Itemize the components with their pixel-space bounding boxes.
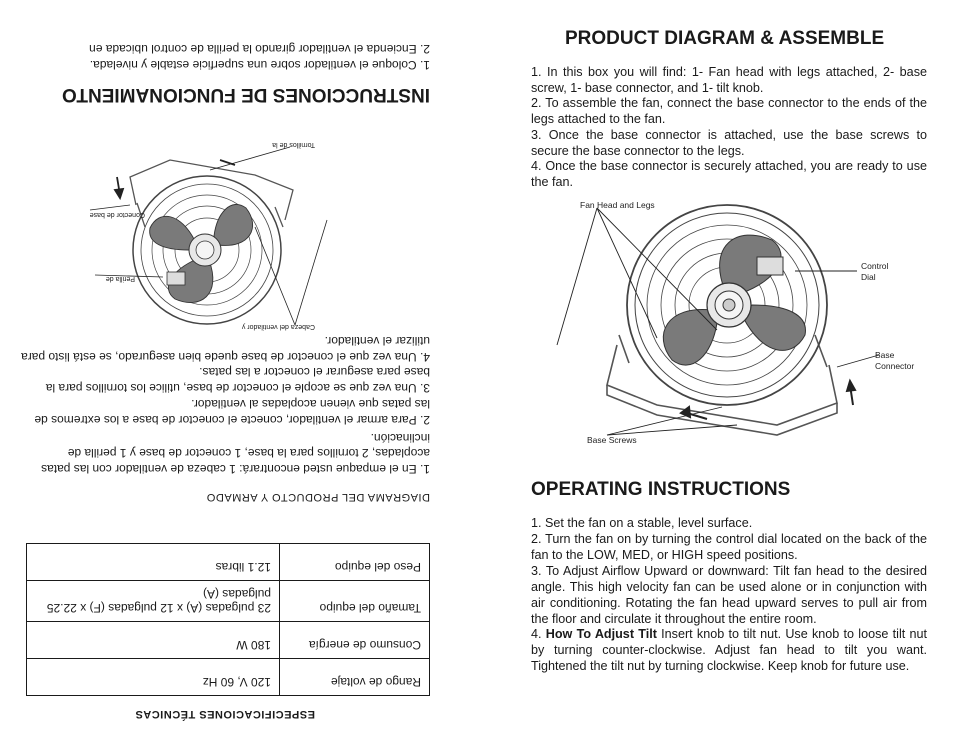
base-connector-label-2: Connector	[875, 361, 915, 371]
table-row	[27, 544, 430, 581]
connector-label-es: Conector de base	[89, 211, 145, 218]
operating-step-4	[531, 626, 927, 674]
operating-step-4-prefix: 4.	[531, 627, 546, 641]
spanish-page	[20, 20, 430, 720]
screws-label-es: Tornillos de la	[272, 141, 315, 148]
specs-table	[26, 543, 430, 696]
base-connector-label-1: Base	[875, 350, 895, 360]
operating-step-4-heading: How To Adjust Tilt	[545, 627, 657, 641]
spec-label: Peso del equipo	[280, 544, 430, 581]
base-screws-label: Base Screws	[587, 435, 637, 445]
product-step-2: 2. To assemble the fan, connect the base connector to the ends of the legs attached to the fan.	[531, 96, 927, 126]
control-dial-label-2: Dial	[861, 272, 876, 282]
operating-step-1: 1. Set the fan on a stable, level surface.	[531, 516, 753, 530]
assembly-step-1-es: 1. En el empaque usted encontrará: 1 cabeza de ventilador con las patas acopladas, 2 tornillos para la base, 1 conector de base y 1 perilla de inclinación.	[41, 431, 430, 476]
english-page	[527, 0, 927, 738]
spec-label: Consumo de energía	[280, 622, 430, 659]
control-dial-label-1: Control	[861, 261, 889, 271]
fan-diagram-es	[75, 140, 335, 335]
fan-diagram	[547, 195, 927, 450]
product-step-4: 4. Once the base connector is securely attached, you are ready to use the fan.	[531, 159, 927, 189]
operating-instructions-title: OPERATING INSTRUCTIONS	[531, 479, 791, 500]
spec-value: 120 V, 60 Hz	[27, 659, 280, 696]
operating-step-2-es: 2. Encienda el ventilador girando la perilla de control ubicada en	[89, 42, 430, 56]
operating-step-1-es: 1. Coloque el ventilador sobre una superficie estable y nivelada.	[89, 58, 430, 72]
spec-value: 12.1 libras	[27, 544, 280, 581]
operating-step-3: 3. To Adjust Airflow Upward or downward: Tilt fan head to the desired angle. This high velocity fan can be used alone or in conjunction with air conditioning. Rotating the fan head upward serves to pull air from the floor and circulate it throughout the entire room.	[531, 564, 927, 626]
spec-label: Tamaño del equipo	[280, 581, 430, 622]
operating-title-es: INSTRUCCIONES DE FUNCIONAMIENTO	[61, 84, 430, 105]
table-row	[27, 581, 430, 622]
table-row	[27, 659, 430, 696]
product-step-1: 1. In this box you will find: 1- Fan head with legs attached, 2- base screw, 1- base connector, and 1- tilt knob.	[531, 65, 927, 95]
spec-value: 180 W	[27, 622, 280, 659]
table-row	[27, 622, 430, 659]
specs-title: ESPECIFICACIONES TÉCNICAS	[135, 708, 315, 720]
operating-step-4-text: Insert knob to tilt nut. Use knob to loose tilt nut by turning counter-clockwise. Adjust fan head to tilt you want. Tightened the tilt nut by turning clockwise. Keep knob for future use.	[531, 627, 927, 673]
operating-step-2: 2. Turn the fan on by turning the control dial located on the back of the fan to the LOW, MED, or HIGH speed positions.	[531, 532, 927, 562]
assembly-step-2-es: 2. Para armar el ventilador, conecte el conector de base a los extremos de las patas que vienen acopladas al ventilador.	[34, 397, 430, 427]
product-diagram-title: PRODUCT DIAGRAM & ASSEMBLE	[565, 28, 885, 49]
dial-label-es: Perilla de	[105, 275, 135, 282]
assembly-step-4-es: 4. Una vez que el conector de base quede bien asegurado, se está listo para utilizar el ventilador.	[21, 334, 430, 364]
product-step-3: 3. Once the base connector is attached, use the base screws to secure the base connector to the legs.	[531, 128, 927, 158]
assembly-step-3-es: 3. Una vez que se acople el conector de base, utilice los tornillos para la base para asegurar el conector a las patas.	[45, 365, 430, 395]
spec-value: 23 pulgadas (A) x 12 pulgadas (F) x 22.25 pulgadas (A)	[27, 581, 280, 622]
fan-head-label: Fan Head and Legs	[580, 200, 655, 210]
head-label-es: Cabeza del ventilador y	[241, 323, 315, 330]
spec-label: Rango de voltaje	[280, 659, 430, 696]
diagram-title-es: DIAGRAMA DEL PRODUCTO Y ARMADO	[206, 491, 430, 503]
